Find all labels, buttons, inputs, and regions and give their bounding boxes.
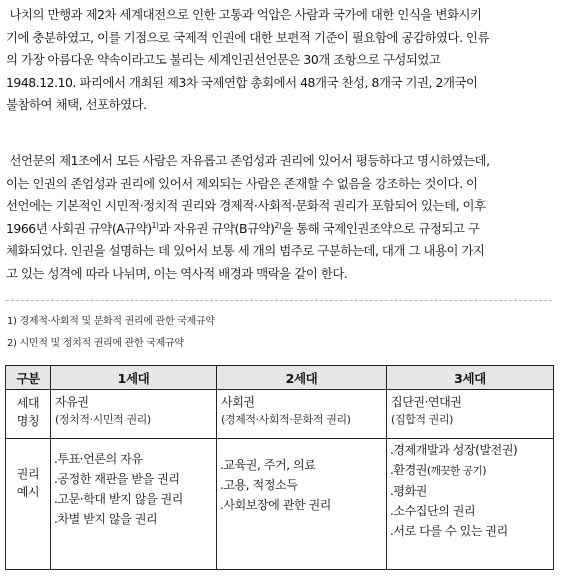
gen3-name: 집단권·연대권	[391, 395, 462, 409]
list-item: .고용, 적정소득	[220, 478, 298, 492]
text-line: 1966년 사회권 규약(A규약)$^{1)}$과 자유권 규약(B규약)$^{2)}$을 통해 국제인권조약으로 규정되고 구	[6, 220, 480, 236]
rights-generations-table	[5, 365, 554, 570]
header-gen3: 3세대	[387, 366, 554, 390]
text-line: 선언문의 제1조에서 모든 사람은 자유롭고 존엄성과 권리에 있어서 평등하다고 명시하였는데,	[9, 153, 490, 168]
list-item: .고문·학대 받지 않을 권리	[54, 492, 184, 506]
text-line: 이는 인권의 존엄성과 권리에 있어서 제외되는 사람은 존재할 수 없음을 강조하는 것이다. 이	[6, 175, 478, 191]
gen2-name: 사회권	[221, 395, 255, 409]
list-item: .평화권	[390, 484, 427, 498]
list-item: .소수집단의 권리	[390, 504, 476, 518]
table-header-row	[6, 366, 554, 390]
list-item: .투표·언론의 자유	[54, 452, 143, 466]
footnote-ref-2: 2)	[274, 220, 282, 230]
gen2-name-cell	[217, 390, 387, 439]
text-line: 선언에는 기본적인 시민적·정치적 권리와 경제적·사회적·문화적 권리가 포함되어 있는데, 이후	[6, 198, 486, 213]
header-gen1: 1세대	[51, 366, 217, 390]
gen3-name-sub: (집합적 권리)	[391, 413, 454, 426]
gen1-name-cell	[51, 390, 217, 439]
paragraph-declaration	[6, 150, 552, 285]
table-row-examples	[6, 439, 554, 570]
gen3-examples-list	[387, 440, 553, 541]
header-category: 구분	[6, 366, 51, 390]
gen3-examples-cell	[387, 439, 554, 570]
list-item: .경제개발과 성장(발전권)	[390, 443, 518, 457]
gen1-name: 자유권	[55, 395, 89, 409]
list-item: .환경권(깨끗한 공기)	[390, 463, 487, 477]
footnote-divider	[6, 300, 552, 301]
list-item: .서로 다를 수 있는 권리	[390, 524, 508, 538]
gen1-examples-list	[51, 449, 216, 529]
text-line: 기에 충분하였고, 이를 기점으로 국제적 인권에 대한 보편적 기준이 필요함에 공감하였다. 인류	[6, 29, 490, 45]
footnote-ref-1: 1)	[151, 220, 159, 230]
row-label-examples: 권리 예시	[6, 439, 51, 570]
list-item: .공정한 재판을 받을 권리	[54, 472, 180, 486]
paragraph-history	[6, 4, 552, 117]
list-item: .교육권, 주거, 의료	[220, 458, 316, 472]
gen2-examples-cell	[217, 439, 387, 570]
gen2-examples-list	[217, 455, 386, 515]
list-item: .차별 받지 않을 권리	[54, 512, 158, 526]
table-row-names	[6, 390, 554, 439]
list-item: .사회보장에 관한 권리	[220, 498, 331, 512]
row-label-names: 세대 명칭	[6, 390, 51, 439]
gen2-name-sub: (경제적·사회적·문화적 권리)	[221, 413, 351, 426]
gen3-name-cell	[387, 390, 554, 439]
gen1-examples-cell	[51, 439, 217, 570]
gen1-name-sub: (정치적·시민적 권리)	[55, 413, 151, 426]
text-line: 나치의 만행과 제2차 세계대전으로 인한 고통과 억압은 사람과 국가에 대한 인식을 변화시키	[9, 7, 482, 22]
text-line: 의 가장 아름다운 약속이라고도 불리는 세계인권선언문은 30개 조항으로 구성되었고	[6, 52, 441, 67]
footnote-1: 1) 경제적·사회적 및 문화적 권리에 관한 국제규약	[7, 316, 215, 327]
text-line: 1948.12.10. 파리에서 개최된 제3차 국제연합 총회에서 48개국 찬성, 8개국 기권, 2개국이	[6, 74, 478, 90]
text-line: 불참하여 채택, 선포하였다.	[6, 97, 147, 112]
header-gen2: 2세대	[217, 366, 387, 390]
text-line: 고 있는 성격에 따라 나뉘며, 이는 역사적 배경과 맥락을 같이 한다.	[6, 265, 348, 281]
text-line: 체화되었다. 인권을 설명하는 데 있어서 보통 세 개의 범주로 구분하는데, 대개 그 내용이 가지	[6, 243, 485, 258]
footnote-2: 2) 시민적 및 정치적 권리에 관한 국제규약	[7, 338, 184, 349]
